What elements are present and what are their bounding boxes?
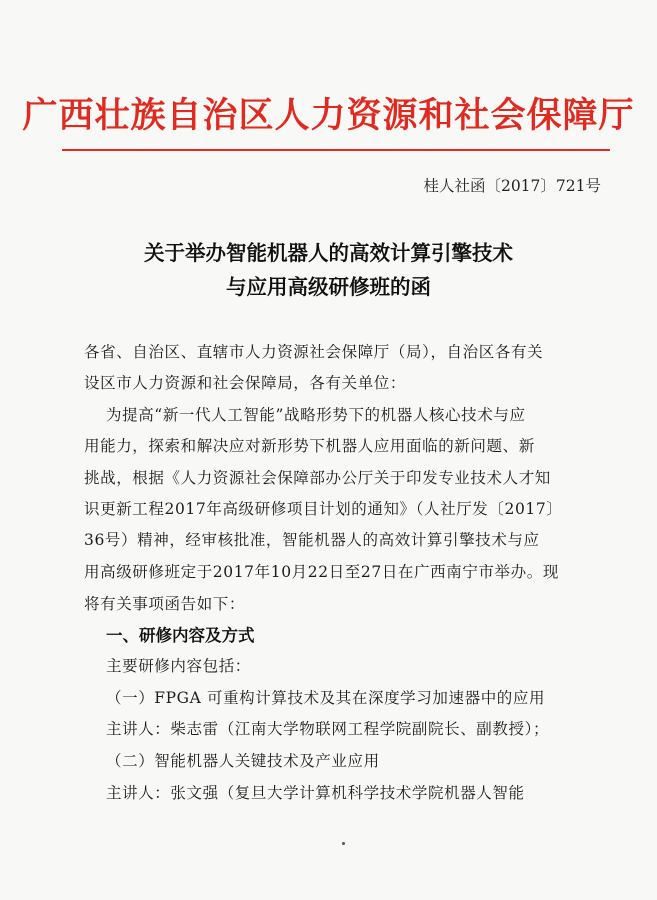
paragraph-line: 识更新工程2017年高级研修项目计划的通知》（人社厅发〔2017〕 [84, 500, 563, 518]
section-heading-1: 一、研修内容及方式 [106, 626, 255, 645]
paragraph-line: 挑战，根据《人力资源社会保障部办公厅关于印发专业技术人才知 [84, 469, 551, 487]
salutation-line-2: 设区市人力资源和社会保障局，各有关单位： [84, 374, 407, 392]
paragraph-line: 用能力，探索和解决应对新形势下机器人应用面临的新问题、新 [84, 437, 535, 455]
paragraph-line: 将有关事项函告如下： [84, 595, 246, 613]
salutation-line-1: 各省、自治区、直辖市人力资源社会保障厅（局），自治区各有关 [84, 343, 544, 361]
paragraph-line: 36号）精神，经审核批准，智能机器人的高效计算引擎技术与应 [84, 531, 540, 549]
document-title-line-1: 关于举办智能机器人的高效计算引擎技术 [144, 241, 513, 265]
lecturer-line: 主讲人：张文强（复旦大学计算机科学技术学院机器人智能 [106, 784, 525, 802]
content-intro: 主要研修内容包括： [106, 657, 251, 675]
document-number: 桂人社函〔2017〕721号 [423, 177, 601, 195]
paragraph-line: 为提高“新一代人工智能”战略形势下的机器人核心技术与应 [106, 406, 526, 424]
list-item: （二）智能机器人关键技术及产业应用 [106, 752, 380, 770]
lecturer-line: 主讲人：柴志雷（江南大学物联网工程学院副院长、副教授）； [106, 720, 550, 738]
scan-speck [342, 842, 345, 845]
paragraph-line: 用高级研修班定于2017年10月22日至27日在广西南宁市举办。现 [84, 563, 559, 581]
document-title-line-2: 与应用高级研修班的函 [226, 275, 431, 299]
red-divider-line [62, 149, 610, 151]
agency-header: 广西壮族自治区人力资源和社会保障厅 [22, 95, 635, 136]
list-item: （一）FPGA 可重构计算技术及其在深度学习加速器中的应用 [106, 689, 546, 707]
